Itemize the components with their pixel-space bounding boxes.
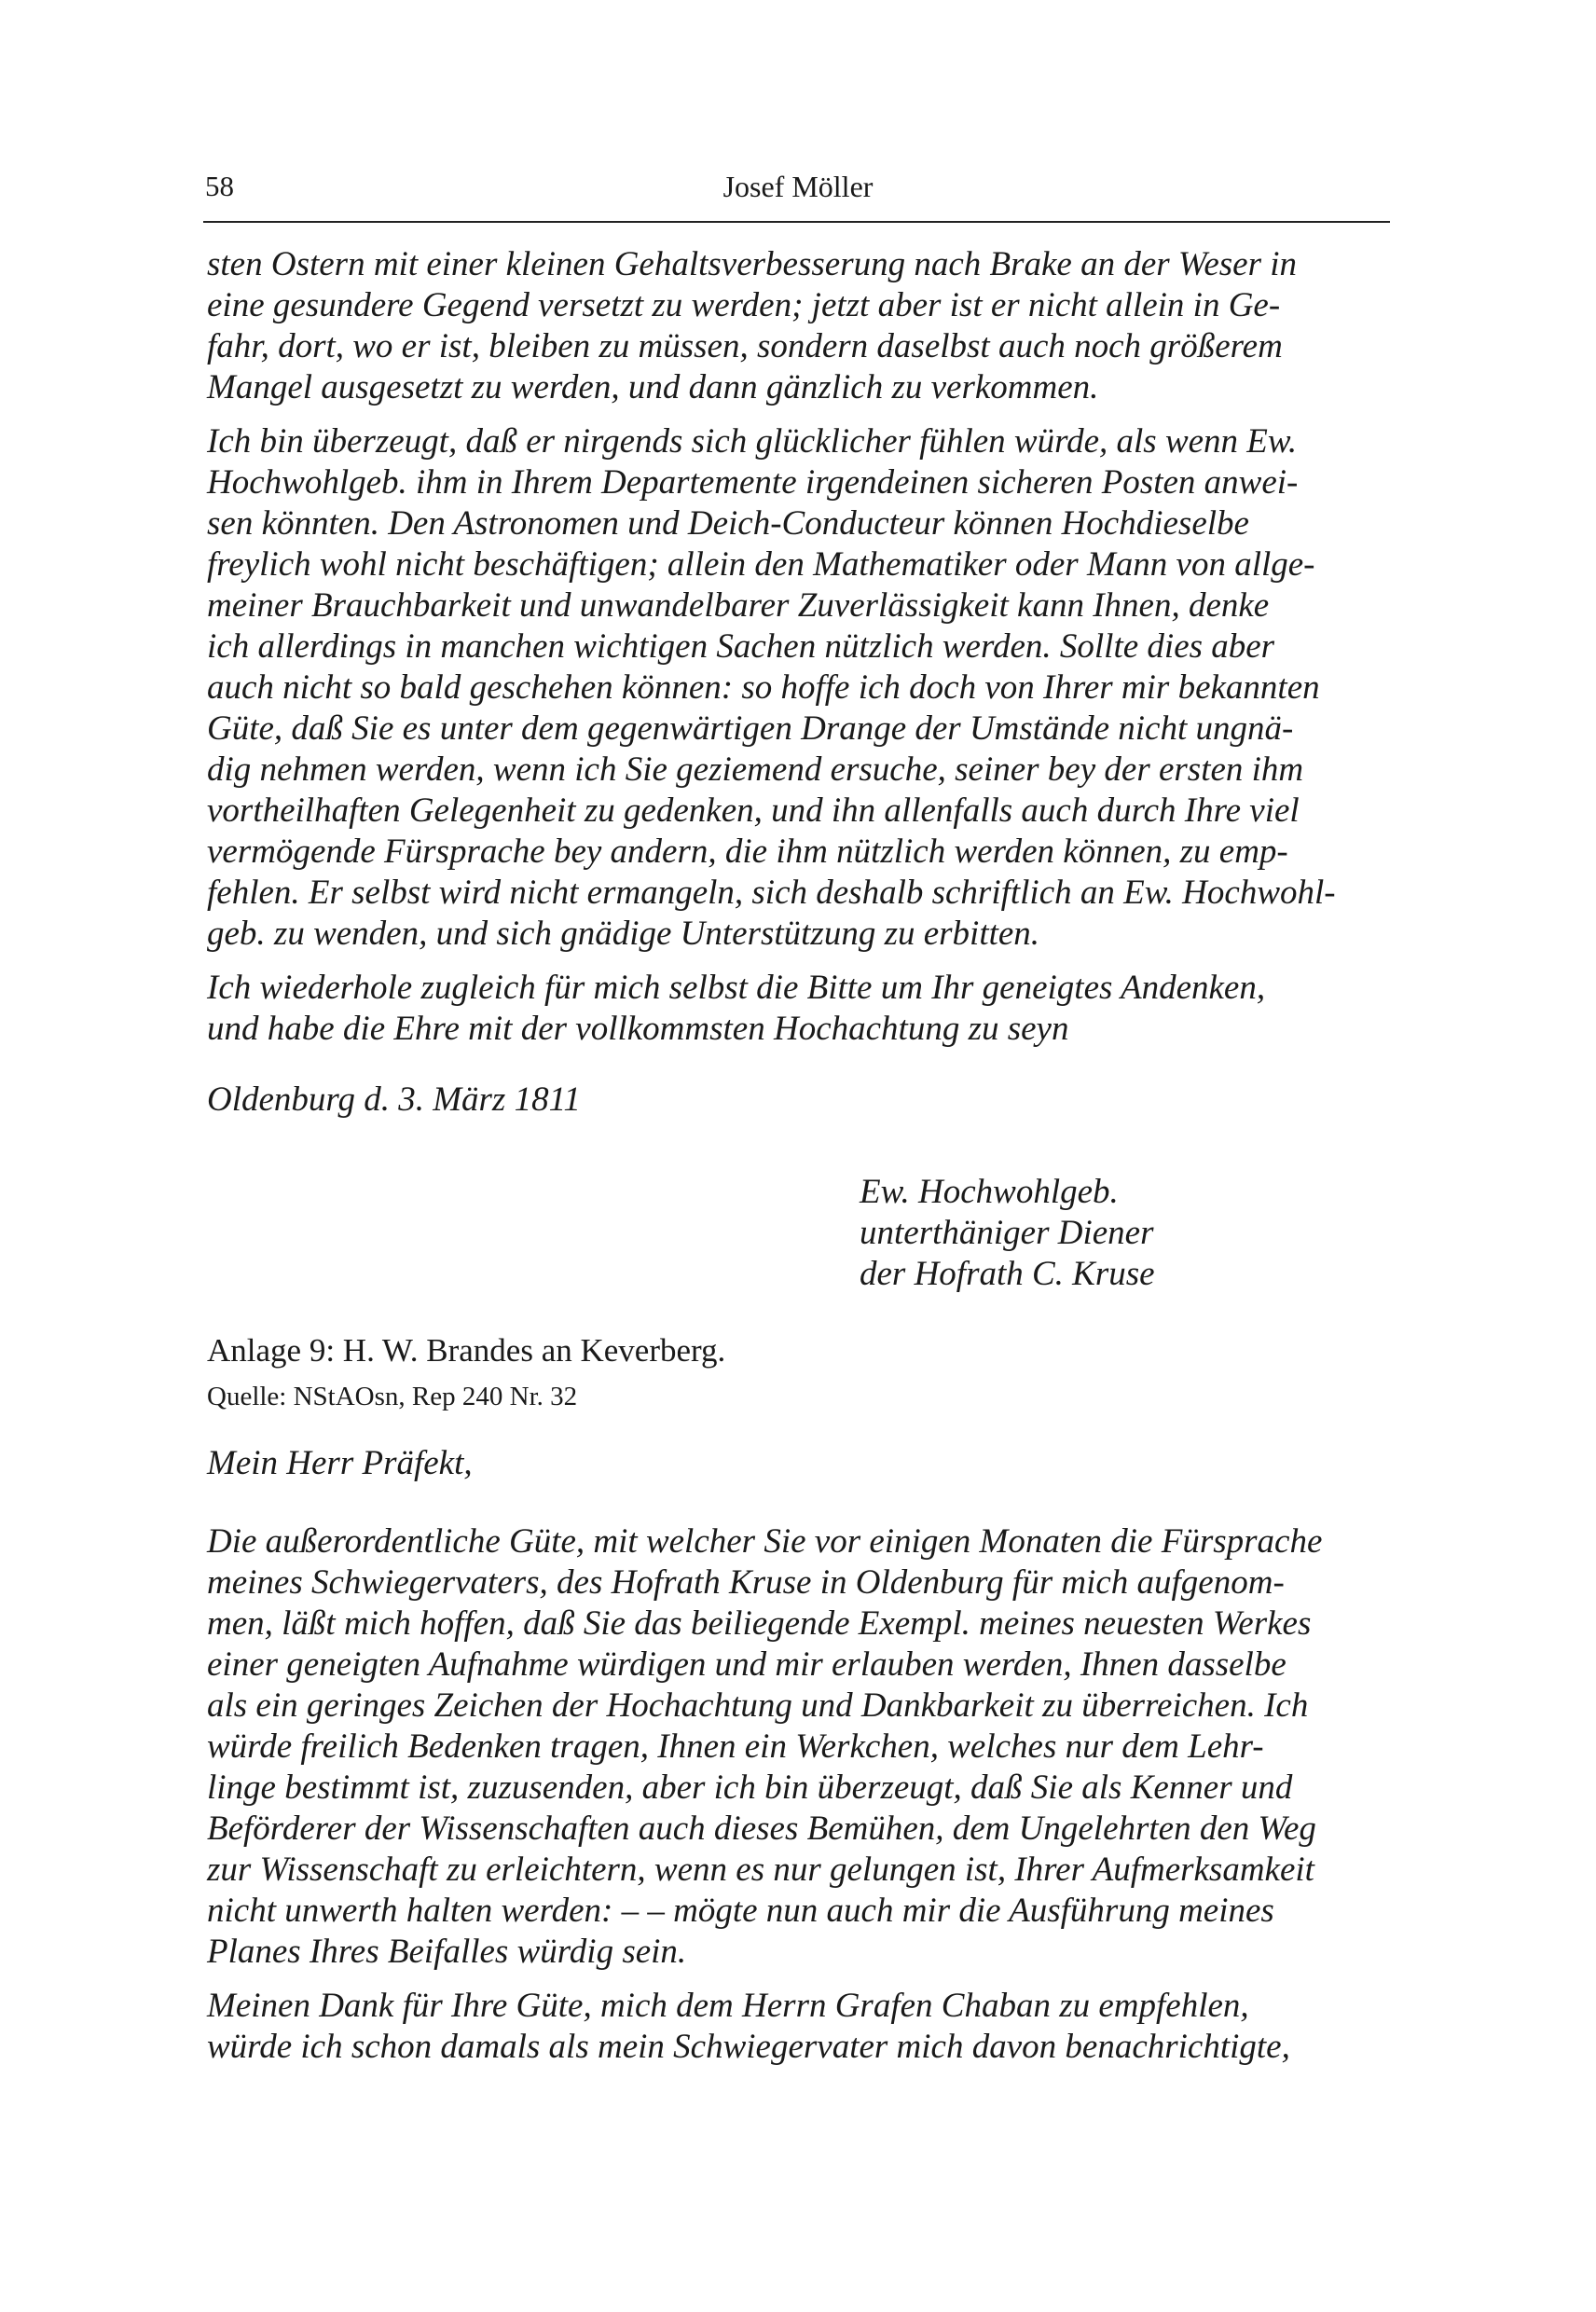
text-line: linge bestimmt ist, zuzusenden, aber ich bin überzeugt, daß Sie als Kenner und bbox=[207, 1768, 1293, 1807]
text-line: würde freilich Bedenken tragen, Ihnen ein Werkchen, welches nur dem Lehr- bbox=[207, 1727, 1264, 1766]
text-line: sen könnten. Den Astronomen und Deich-Conducteur können Hochdieselbe bbox=[207, 504, 1249, 543]
text-line: vermögende Fürsprache bey andern, die ihm nützlich werden können, zu emp- bbox=[207, 833, 1288, 871]
text-line: Mein Herr Präfekt, bbox=[207, 1444, 473, 1482]
letter-body-kruse bbox=[207, 244, 1389, 1050]
text-line: Hochwohlgeb. ihm in Ihrem Departemente irgendeinen sicheren Posten anwei- bbox=[207, 463, 1299, 502]
running-head: Josef Möller bbox=[722, 170, 874, 203]
text-line: als ein geringes Zeichen der Hochachtung und Dankbarkeit zu überreichen. Ich bbox=[207, 1686, 1309, 1725]
text-line: Meinen Dank für Ihre Güte, mich dem Herrn Grafen Chaban zu empfehlen, bbox=[207, 1987, 1249, 2025]
signature-block bbox=[860, 1172, 1155, 1295]
appendix-source: Quelle: NStAOsn, Rep 240 Nr. 32 bbox=[207, 1382, 578, 1411]
text-line: Mangel ausgesetzt zu werden, und dann gänzlich zu verkommen. bbox=[207, 368, 1099, 406]
paragraph bbox=[207, 421, 1389, 955]
letter-body-brandes bbox=[207, 1443, 1389, 2068]
text-line: würde ich schon damals als mein Schwiegervater mich davon benachrichtigte, bbox=[207, 2028, 1290, 2066]
text-line: Ich bin überzeugt, daß er nirgends sich glücklicher fühlen würde, als wenn Ew. bbox=[207, 422, 1298, 461]
text-line: eine gesundere Gegend versetzt zu werden; jetzt aber ist er nicht allein in Ge- bbox=[207, 286, 1281, 324]
signature-line: unterthäniger Diener bbox=[860, 1214, 1154, 1252]
text-line: fehlen. Er selbst wird nicht ermangeln, sich deshalb schriftlich an Ew. Hochwohl- bbox=[207, 874, 1336, 912]
text-line: Güte, daß Sie es unter dem gegenwärtigen Drange der Umstände nicht ungnä- bbox=[207, 709, 1294, 748]
signature-line: Ew. Hochwohlgeb. bbox=[860, 1173, 1119, 1211]
text-line: dig nehmen werden, wenn ich Sie geziemend ersuche, seiner bey der ersten ihm bbox=[207, 750, 1304, 789]
appendix-title: Anlage 9: H. W. Brandes an Keverberg. bbox=[207, 1332, 726, 1369]
text-line: nicht unwerth halten werden: – – mögte nun auch mir die Ausführung meines bbox=[207, 1892, 1274, 1930]
text-line: ich allerdings in manchen wichtigen Sachen nützlich werden. Sollte dies aber bbox=[207, 627, 1275, 666]
text-line: geb. zu wenden, und sich gnädige Unterstützung zu erbitten. bbox=[207, 915, 1040, 953]
page-number: 58 bbox=[205, 170, 234, 202]
signature-line: der Hofrath C. Kruse bbox=[860, 1255, 1155, 1293]
text-line: und habe die Ehre mit der vollkommsten Hochachtung zu seyn bbox=[207, 1010, 1069, 1048]
salutation bbox=[207, 1443, 1389, 1484]
paragraph bbox=[207, 244, 1389, 408]
paragraph bbox=[207, 1521, 1389, 1973]
text-line: Ich wiederhole zugleich für mich selbst die Bitte um Ihr geneigtes Andenken, bbox=[207, 969, 1266, 1007]
text-line: meiner Brauchbarkeit und unwandelbarer Zuverlässigkeit kann Ihnen, denke bbox=[207, 586, 1270, 625]
letter-date: Oldenburg d. 3. März 1811 bbox=[207, 1080, 581, 1119]
text-line: Die außerordentliche Güte, mit welcher Sie vor einigen Monaten die Fürsprache bbox=[207, 1522, 1323, 1561]
text-line: fahr, dort, wo er ist, bleiben zu müssen, sondern daselbst auch noch größerem bbox=[207, 327, 1283, 365]
text-line: auch nicht so bald geschehen können: so hoffe ich doch von Ihrer mir bekannten bbox=[207, 668, 1320, 707]
text-line: Beförderer der Wissenschaften auch dieses Bemühen, dem Ungelehrten den Weg bbox=[207, 1810, 1316, 1848]
text-line: Planes Ihres Beifalles würdig sein. bbox=[207, 1933, 687, 1971]
text-line: vortheilhaften Gelegenheit zu gedenken, und ihn allenfalls auch durch Ihre viel bbox=[207, 791, 1300, 830]
text-line: meines Schwiegervaters, des Hofrath Kruse in Oldenburg für mich aufgenom- bbox=[207, 1563, 1285, 1602]
text-line: zur Wissenschaft zu erleichtern, wenn es nur gelungen ist, Ihrer Aufmerksamkeit bbox=[207, 1851, 1314, 1889]
paragraph bbox=[207, 1986, 1389, 2068]
text-line: sten Ostern mit einer kleinen Gehaltsverbesserung nach Brake an der Weser in bbox=[207, 245, 1298, 283]
paragraph bbox=[207, 968, 1389, 1050]
text-line: freylich wohl nicht beschäftigen; allein den Mathematiker oder Mann von allge- bbox=[207, 545, 1315, 584]
text-line: einer geneigten Aufnahme würdigen und mir erlauben werden, Ihnen dasselbe bbox=[207, 1645, 1286, 1684]
text-line: men, läßt mich hoffen, daß Sie das beiliegende Exempl. meines neuesten Werkes bbox=[207, 1604, 1312, 1643]
header-rule bbox=[203, 221, 1390, 223]
